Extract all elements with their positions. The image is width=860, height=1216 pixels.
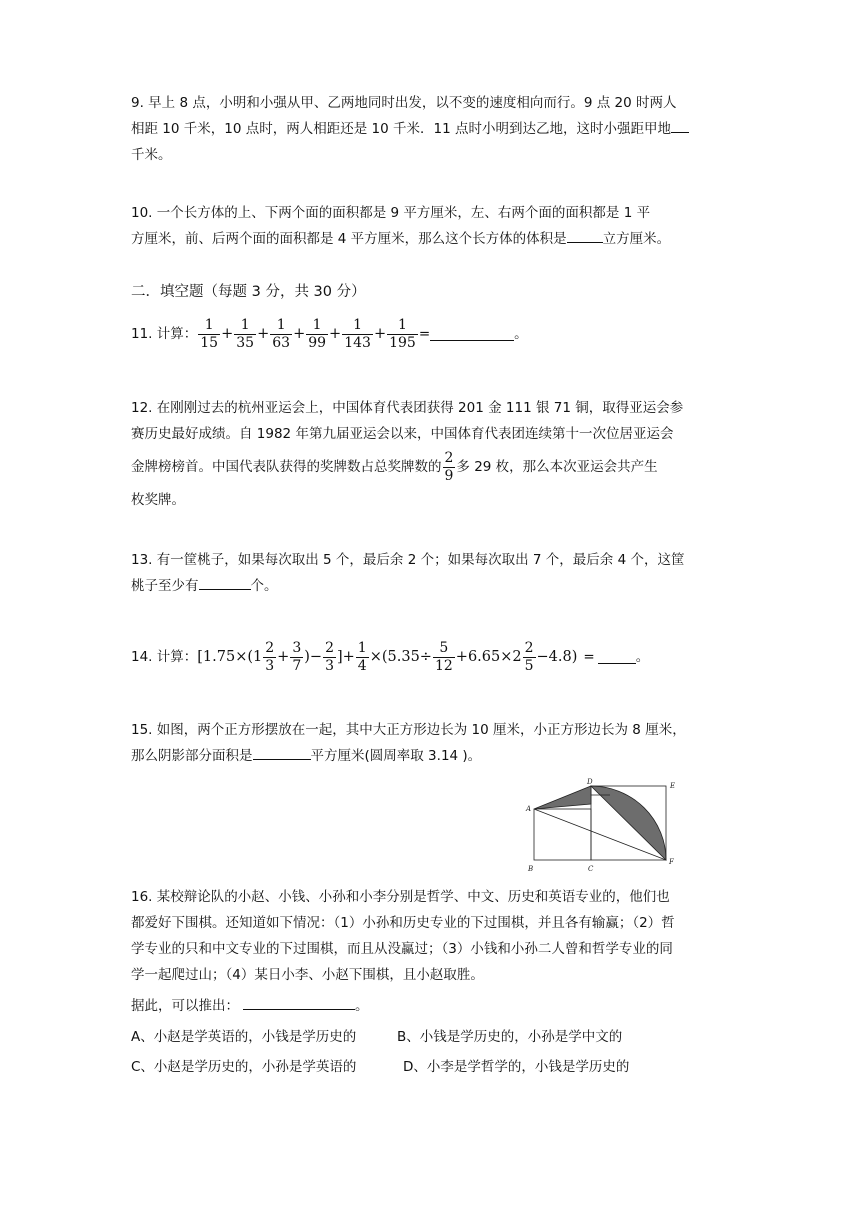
question-16	[131, 884, 731, 988]
q11-fraction-6: $\frac{1}{195}$	[389, 316, 416, 351]
shaded-triangle	[534, 786, 591, 809]
shaded-quarter-circle	[591, 786, 666, 860]
question-11	[131, 311, 731, 357]
q11-answer-blank[interactable]	[430, 328, 514, 341]
q16-prompt: 据此，可以推出： 。	[131, 993, 369, 1019]
q11-fraction-5: $\frac{1}{143}$	[344, 316, 371, 351]
q16-option-a[interactable]: A、小赵是学英语的，小钱是学历史的	[131, 1029, 357, 1045]
q13-answer-blank[interactable]	[199, 575, 251, 590]
q12-fraction: $\frac{2}{9}$	[444, 449, 454, 484]
q14-fraction-1: $\frac{2}{3}$	[265, 639, 275, 674]
label-a: A	[526, 805, 532, 813]
label-c: C	[588, 865, 594, 873]
q16-line1: 16. 某校辩论队的小赵、小钱、小孙和小李分别是哲学、中文、历史和英语专业的，他们也	[131, 889, 670, 905]
q16-line3: 学专业的只和中文专业的下过围棋，而且从没赢过；（3）小钱和小孙二人曾和哲学专业的同	[131, 941, 673, 957]
q16-option-c[interactable]: C、小赵是学历史的，小孙是学英语的	[131, 1059, 357, 1075]
plus-sign: +	[221, 326, 234, 342]
q11-fraction-2: $\frac{1}{35}$	[236, 316, 255, 351]
plus-sign: +	[293, 326, 306, 342]
q11-prefix: 11. 计算：	[131, 326, 198, 342]
q9-line3: 千米。	[131, 147, 172, 163]
q16-answer-blank[interactable]	[243, 995, 355, 1010]
question-14: 14. 计算： [1.75×(1 $\frac{2}{3}$ + $\frac{3}{7}$ )− $\frac{2}{3}$ ]+ $\frac{1}{4}$ ×(5.35÷ $\frac{5}{12}$ +6.65×2 $\frac{2}{5}$ −4.8) = 。	[131, 639, 650, 674]
plus-sign: +	[373, 326, 387, 342]
q12-line3: 金牌榜榜首。中国代表队获得的奖牌数占总奖牌数的 $\frac{2}{9}$ 多 29 枚，那么本次亚运会共产生	[131, 449, 658, 484]
q14-end-mark: 。	[635, 649, 650, 665]
q14-fraction-6: $\frac{2}{5}$	[524, 639, 534, 674]
figure-shapes	[534, 786, 666, 860]
q14-answer-blank[interactable]	[598, 651, 636, 664]
label-f: F	[669, 858, 674, 866]
equals-sign: =	[418, 326, 431, 342]
q10-line2: 方厘米，前、后两个面的面积都是 4 平方厘米，那么这个长方体的体积是 立方厘米。	[131, 226, 731, 252]
q12-line1: 12. 在刚刚过去的杭州亚运会上，中国体育代表团获得 201 金 111 银 71 铜，取得亚运会参	[131, 400, 684, 416]
q14-fraction-3: $\frac{2}{3}$	[325, 639, 334, 674]
q14-fraction-4: $\frac{1}{4}$	[357, 639, 367, 674]
q15-geometry-figure	[518, 776, 688, 876]
question-12	[131, 395, 731, 513]
q10-answer-blank[interactable]	[567, 228, 603, 243]
q10-line1: 10. 一个长方体的上、下两个面的面积都是 9 平方厘米，左、右两个面的面积都是 1 平	[131, 205, 651, 221]
q11-fraction-3: $\frac{1}{63}$	[272, 316, 291, 351]
q9-line1: 9. 早上 8 点，小明和小强从甲、乙两地同时出发，以不变的速度相向而行。9 点 20 时两人	[131, 95, 677, 111]
q11-fraction-4: $\frac{1}{99}$	[308, 316, 327, 351]
q12-line4: 枚奖牌。	[131, 492, 185, 508]
equals-sign: =	[583, 649, 595, 665]
label-e: E	[670, 782, 676, 790]
q11-end-mark: 。	[514, 326, 528, 342]
q11-fraction-1: $\frac{1}{15}$	[200, 316, 219, 351]
label-d: D	[587, 778, 593, 786]
small-square	[534, 809, 591, 860]
q14-fraction-5: $\frac{5}{12}$	[434, 639, 453, 674]
q16-line2: 都爱好下围棋。还知道如下情况：（1）小孙和历史专业的下过围棋，并且各有输赢；（2）哲	[131, 915, 675, 931]
question-9	[131, 90, 731, 168]
question-15	[131, 717, 731, 769]
q15-line2: 那么阴影部分面积是 平方厘米(圆周率取 3.14 )。	[131, 743, 731, 769]
section-2-heading: 二．填空题（每题 3 分，共 30 分）	[131, 284, 366, 300]
q13-line2: 桃子至少有 个。	[131, 573, 731, 599]
plus-sign: +	[329, 326, 342, 342]
q13-line1: 13. 有一筐桃子，如果每次取出 5 个，最后余 2 个；如果每次取出 7 个，最后余 4 个，这筐	[131, 552, 685, 568]
q14-fraction-2: $\frac{3}{7}$	[292, 639, 302, 674]
question-13	[131, 547, 731, 599]
q9-answer-blank[interactable]	[671, 118, 689, 133]
q12-line2: 赛历史最好成绩。自 1982 年第九届亚运会以来，中国体育代表团连续第十一次位居亚运会	[131, 426, 674, 442]
q16-line4: 学一起爬过山；（4）某日小李、小赵下围棋，且小赵取胜。	[131, 967, 484, 983]
q15-answer-blank[interactable]	[253, 745, 311, 760]
question-10	[131, 200, 731, 252]
q15-line1: 15. 如图，两个正方形摆放在一起，其中大正方形边长为 10 厘米，小正方形边长为 8 厘米，	[131, 722, 686, 738]
label-b: B	[528, 865, 534, 873]
q14-prefix: 14. 计算：	[131, 649, 198, 665]
q9-line2: 相距 10 千米，10 点时，两人相距还是 10 千米．11 点时小明到达乙地，这时小强距甲地	[131, 116, 731, 142]
plus-sign: +	[257, 326, 270, 342]
q16-option-b[interactable]: B、小钱是学历史的，小孙是学中文的	[397, 1029, 623, 1045]
q16-option-d[interactable]: D、小李是学哲学的，小钱是学历史的	[403, 1059, 630, 1075]
